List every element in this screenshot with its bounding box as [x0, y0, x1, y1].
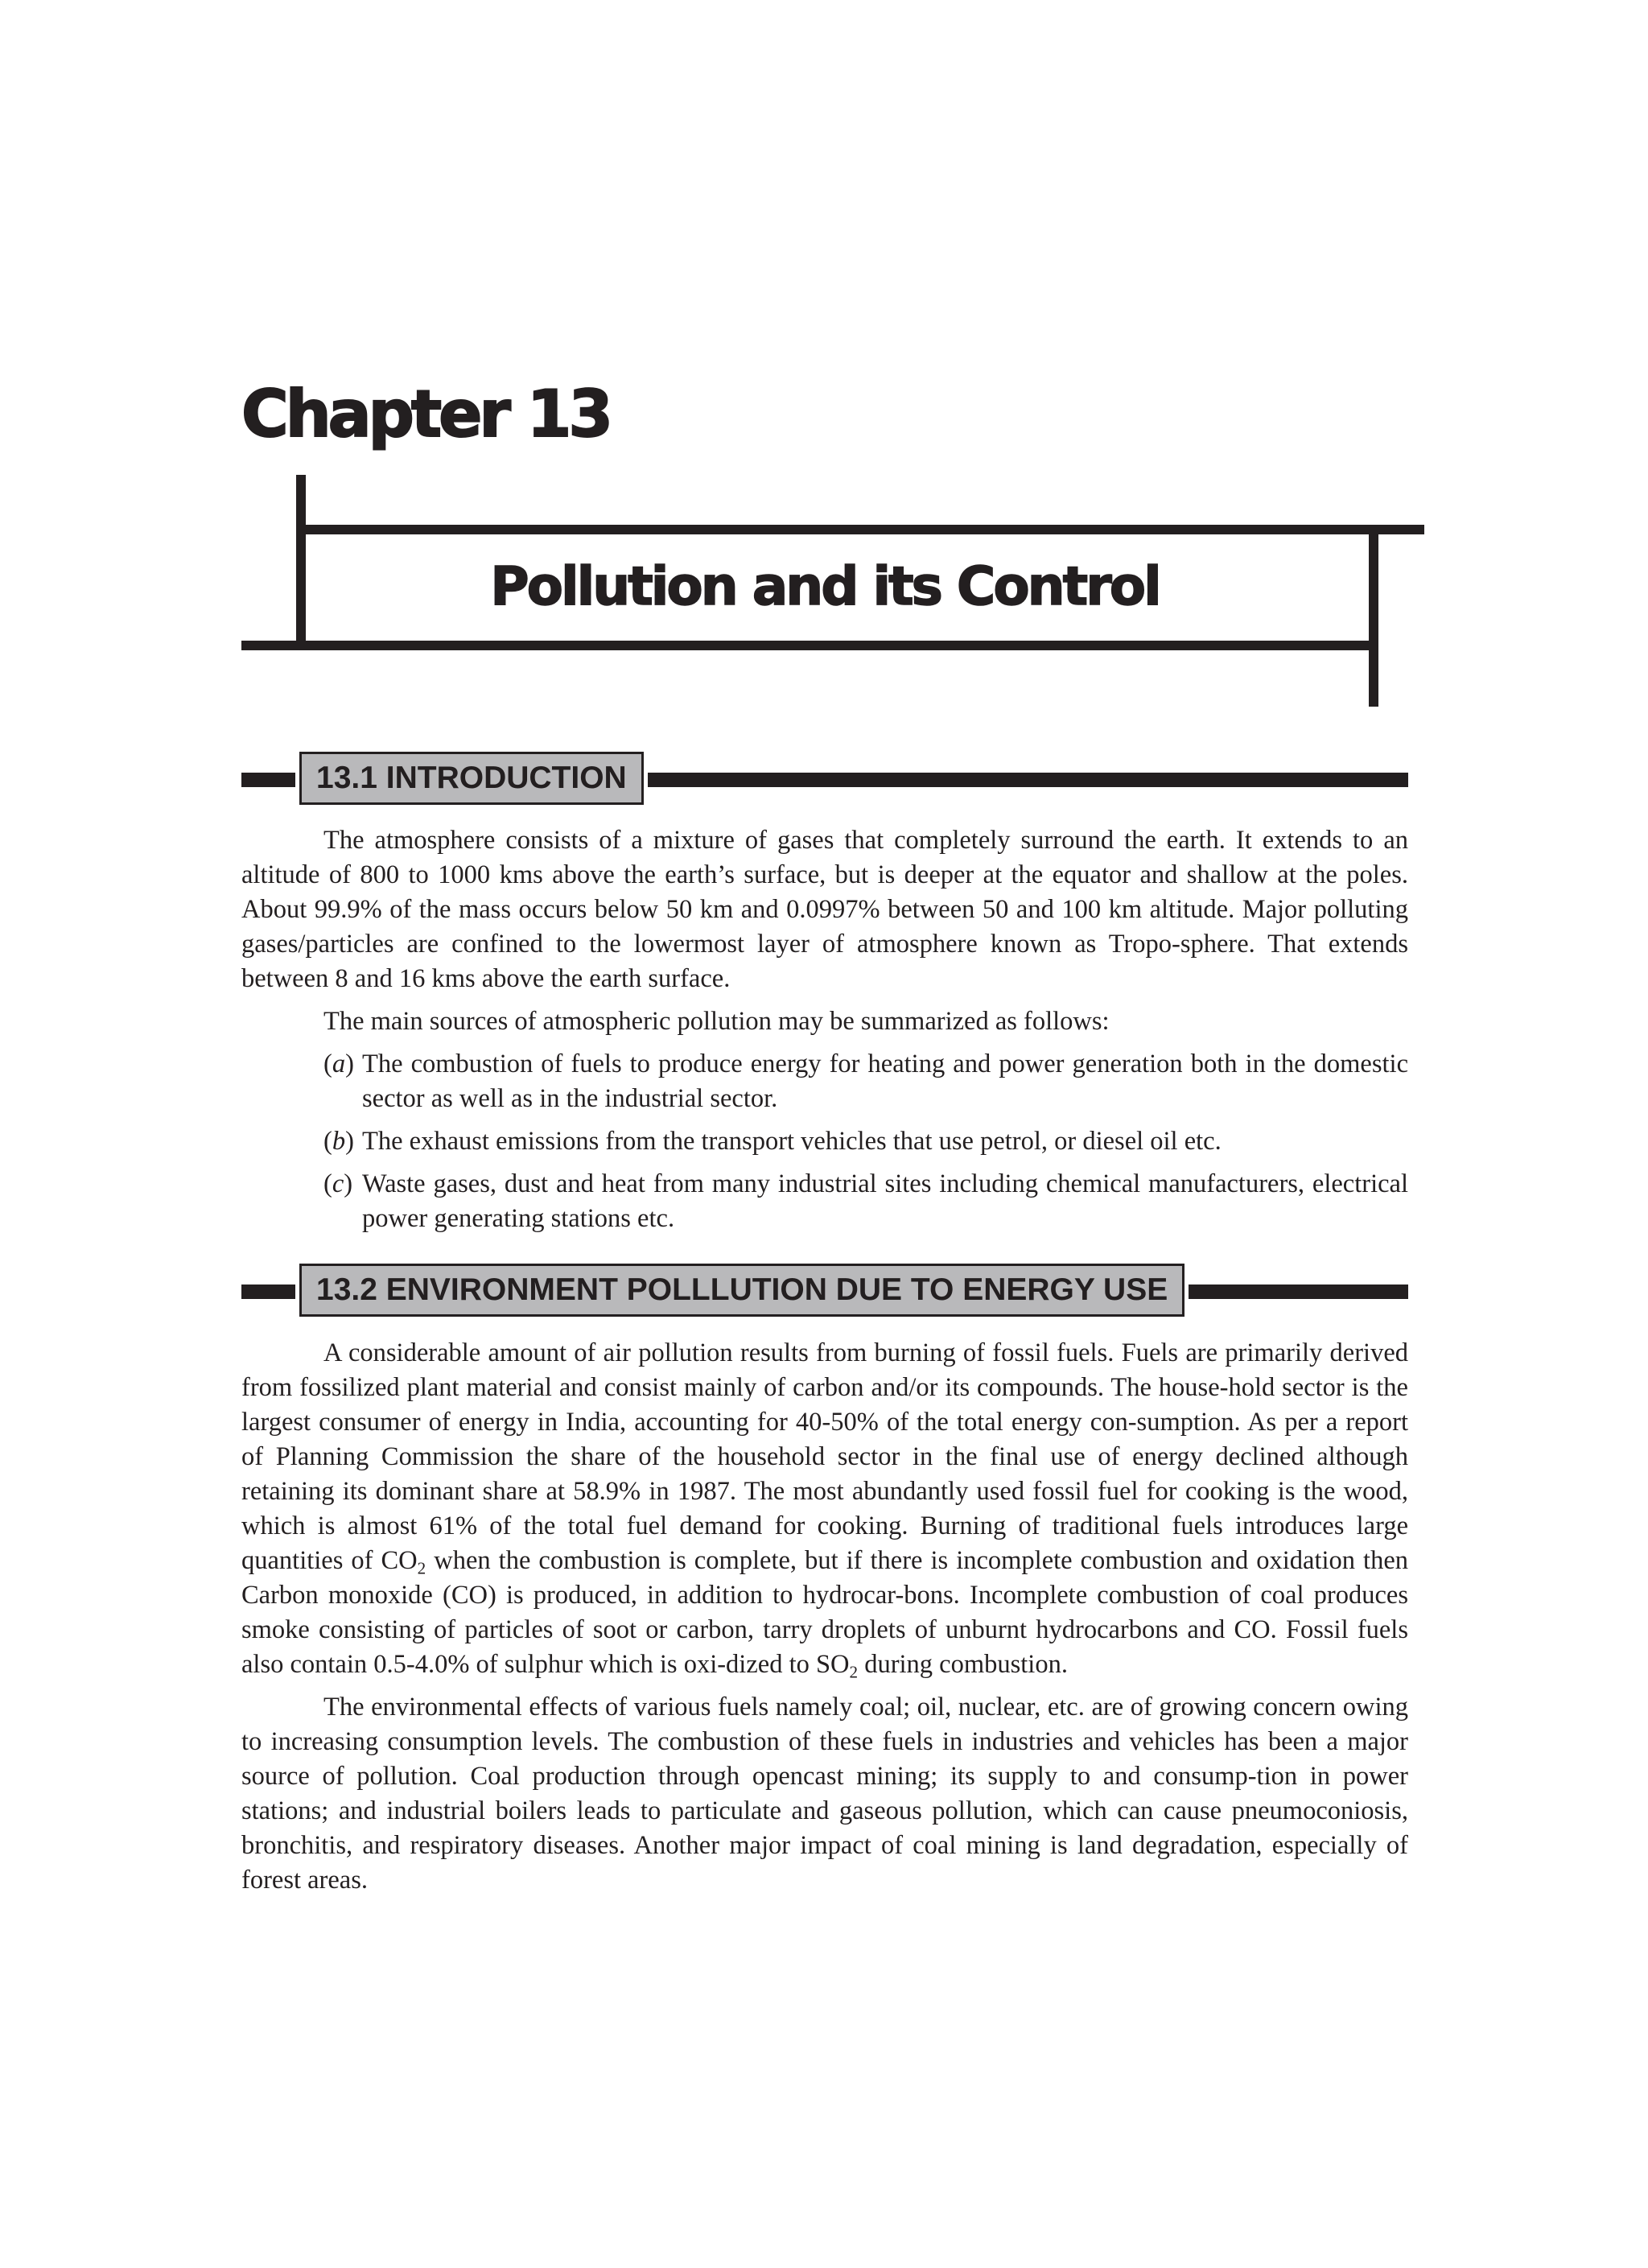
frame-left-vertical — [296, 475, 306, 648]
section-13-2-body — [241, 1336, 1408, 1906]
paragraph: The atmosphere consists of a mixture of gases that completely surround the earth. It extends to an altitude of 800 to 1000 kms above the earth’s surface, but is deeper at the equator and shallow at the poles. About 99.9% of the mass occurs below 50 km and 0.0997% between 50 and 100 km altitude. Major polluting gases/particles are confined to the lowermost layer of atmosphere known as Tropo-sphere. That extends between 8 and 16 kms above the earth surface. — [241, 826, 1408, 993]
chapter-title: Pollution and its Control — [490, 555, 1160, 617]
pollution-sources-list — [323, 1047, 1408, 1236]
paragraph: A considerable amount of air pollution results from burning of fossil fuels. Fuels are primarily derived from fossilized plant material and consist mainly of carbon and/or its compounds. The house-hold sector is the largest consumer of energy in India, accounting for 40-50% of the total energy con-sumption. As per a report of Planning Commission the share of the household sector in the final use of energy declined although retaining its dominant share at 58.9% in 1987. The most abundantly used fossil fuel for cooking is the wood, which is almost 61% of the total fuel demand for cooking. Burning of traditional fuels introduces large quantities of $CO_2$ when the combustion is complete, but if there is incomplete combustion and oxidation then Carbon monoxide (CO) is produced, in addition to hydrocar-bons. Incomplete combustion of coal produces smoke consisting of particles of soot or carbon, tarry droplets of unburnt hydrocarbons and CO. Fossil fuels also contain 0.5-4.0% of sulphur which is oxi-dized to $SO_2$ during combustion. — [241, 1338, 1409, 1682]
list-item-text: The combustion of fuels to produce energy for heating and power generation both in the domestic sector as well as in the industrial sector. — [362, 1049, 1408, 1113]
section-heading-13-1 — [241, 752, 1408, 808]
frame-top-rule — [296, 525, 1424, 534]
frame-right-vertical — [1369, 531, 1378, 707]
paragraph: The environmental effects of various fuels namely coal; oil, nuclear, etc. are of growing concern owing to increasing consumption levels. The combustion of these fuels in industries and vehicles has been a major source of pollution. Coal production through opencast mining; its supply to and consump-tion in power stations; and industrial boilers leads to particulate and gaseous pollution, which can cause pneumoconiosis, bronchitis, and respiratory diseases. Another major impact of coal mining is land degradation, especially of forest areas. — [241, 1693, 1408, 1895]
heading-box: 13.1 INTRODUCTION — [299, 752, 644, 805]
section-heading-13-2 — [241, 1264, 1408, 1320]
paragraph: The main sources of atmospheric pollution may be summarized as follows: — [323, 1007, 1110, 1036]
list-item — [323, 1167, 1408, 1236]
list-item — [323, 1124, 1408, 1159]
list-item-text: Waste gases, dust and heat from many industrial sites including chemical manufacturers, electrical power generating stations etc. — [362, 1169, 1408, 1233]
chapter-label: Chapter 13 — [241, 377, 611, 452]
heading-box: 13.2 ENVIRONMENT POLLLUTION DUE TO ENERGY USE — [299, 1264, 1184, 1317]
section-13-1-body — [241, 823, 1408, 1244]
list-item — [323, 1047, 1408, 1116]
frame-bottom-rule — [241, 641, 1378, 650]
list-marker: (b) — [323, 1127, 354, 1156]
list-marker: (a) — [323, 1049, 354, 1078]
list-item-text: The exhaust emissions from the transport vehicles that use petrol, or diesel oil etc. — [362, 1127, 1222, 1156]
list-marker: (c) — [323, 1169, 353, 1198]
